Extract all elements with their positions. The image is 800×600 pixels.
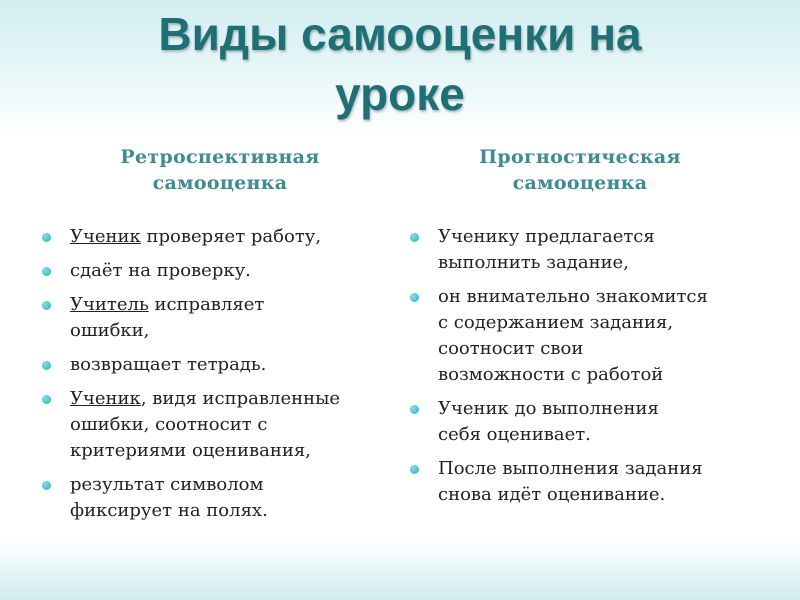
item-text-line3: критериями оценивания,	[70, 440, 311, 461]
bullet-dot-icon	[410, 233, 419, 242]
item-text: После выполнения задания	[438, 458, 703, 479]
right-column-heading	[430, 144, 730, 196]
item-text-line2: себя оценивает.	[438, 424, 591, 445]
bullet-dot-icon	[410, 293, 419, 302]
slide-title-line2: уроке	[335, 68, 465, 120]
underlined-word: Ученик	[70, 226, 141, 247]
bullet-dot-icon	[42, 481, 51, 490]
list-item	[42, 352, 402, 378]
item-text-line2: ошибки,	[70, 320, 150, 341]
left-column-heading	[70, 144, 370, 196]
underlined-word: Ученик	[70, 388, 141, 409]
right-heading-line2: самооценка	[512, 172, 648, 194]
item-text: , видя исправленные	[140, 388, 341, 409]
right-bullet-list	[410, 224, 770, 516]
item-text: Ученику предлагается	[438, 226, 655, 247]
bullet-dot-icon	[42, 233, 51, 242]
list-item	[42, 472, 402, 524]
bullet-dot-icon	[42, 267, 51, 276]
bullet-dot-icon	[42, 361, 51, 370]
item-text-line3: соотносит свои	[438, 338, 584, 359]
list-item	[42, 386, 402, 464]
left-bullet-list	[42, 224, 402, 532]
item-text: он внимательно знакомится	[438, 286, 708, 307]
list-item	[42, 224, 402, 250]
item-text: Ученик до выполнения	[438, 398, 659, 419]
left-heading-line1: Ретроспективная	[120, 146, 320, 168]
item-text: исправляет	[148, 294, 265, 315]
item-text-line2: ошибки, соотносит с	[70, 414, 268, 435]
item-text-line2: снова идёт оценивание.	[438, 484, 666, 505]
underlined-word: Учитель	[70, 294, 149, 315]
list-item	[42, 258, 402, 284]
right-heading-line1: Прогностическая	[479, 146, 681, 168]
item-text: возвращает тетрадь.	[70, 354, 267, 375]
item-text: сдаёт на проверку.	[70, 260, 251, 281]
item-text-line2: с содержанием задания,	[438, 312, 674, 333]
left-heading-line2: самооценка	[152, 172, 288, 194]
list-item	[42, 292, 402, 344]
item-text-line4: возможности с работой	[438, 364, 664, 385]
bullet-dot-icon	[410, 465, 419, 474]
item-text: результат символом	[70, 474, 264, 495]
item-text-line2: фиксирует на полях.	[70, 500, 268, 521]
slide-title-line1: Виды самооценки на	[158, 8, 642, 60]
list-item	[410, 456, 770, 508]
list-item	[410, 396, 770, 448]
bullet-dot-icon	[410, 405, 419, 414]
footer-gradient	[0, 540, 800, 600]
item-text-line2: выполнить задание,	[438, 252, 629, 273]
bullet-dot-icon	[42, 301, 51, 310]
item-text: проверяет работу,	[140, 226, 322, 247]
bullet-dot-icon	[42, 395, 51, 404]
list-item	[410, 284, 770, 388]
list-item	[410, 224, 770, 276]
slide-title	[40, 4, 760, 124]
